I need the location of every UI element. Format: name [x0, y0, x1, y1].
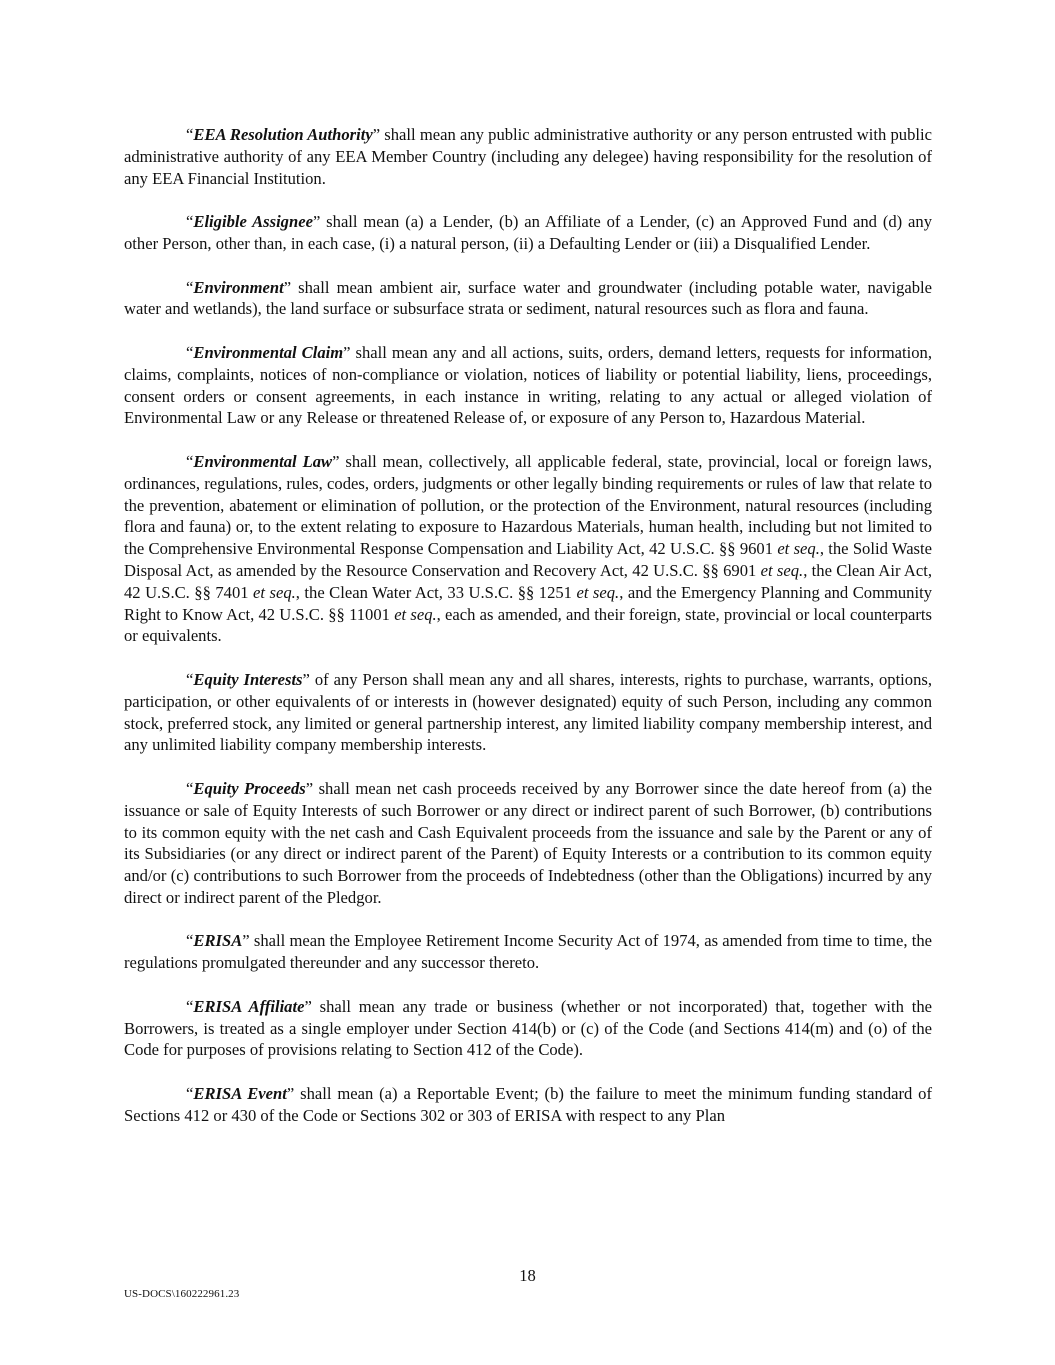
open-quote: “ — [186, 778, 194, 798]
definition-text: ” shall mean (a) a Lender, (b) an Affiliate of a Lender, (c) an Approved Fund and (d) any other Person, other than, in each case, (i) a natural person, (ii) a Defaulting Lender or (iii) a Disqualified Lender. — [124, 212, 932, 253]
definition-text: ” shall mean (a) a Reportable Event; (b) the failure to meet the minimum funding standard of Sections 412 or 430 of the Code or Sections 302 or 303 of ERISA with respect to any Plan — [124, 1084, 933, 1125]
et-seq: et seq. — [394, 604, 437, 624]
open-quote: “ — [186, 342, 194, 362]
et-seq: et seq. — [777, 539, 820, 559]
definition-text: ” shall mean ambient air, surface water and groundwater (including potable water, navigable water and wetlands), the land surface or subsurface strata or sediment, natural resources such as flora and fauna. — [124, 277, 932, 319]
definition-text: ” of any Person shall mean any and all shares, interests, rights to purchase, warrants, options, participation, or other equivalents of or interests in (however designated) equity of such Person, including any common stock, preferred stock, any limited or general partnership interest, any limited liability company membership interest, and any unlimited liability company membership interests. — [124, 669, 932, 755]
definition-text: , the Clean Water Act, 33 U.S.C. §§ 1251 — [295, 582, 577, 602]
definition-environmental-claim — [124, 342, 932, 429]
open-quote: “ — [186, 451, 194, 471]
open-quote: “ — [186, 931, 194, 951]
definition-text: , and the Emergency Planning and Community Right to Know Act, 42 U.S.C. §§ 11001 — [124, 582, 932, 624]
definition-erisa-affiliate — [124, 996, 932, 1061]
definition-erisa-event — [124, 1083, 932, 1127]
defined-term: Eligible Assignee — [193, 212, 313, 232]
defined-term: Environmental Law — [193, 451, 333, 471]
definition-text: ” shall mean, collectively, all applicable federal, state, provincial, local or foreign laws, ordinances, regulations, rules, codes, orders, judgments or other legally binding requirements or rules of law that relate to the prevention, abatement or elimination of pollution, or the protection of the Environment, natural resources (including flora and fauna) or, to the extent relating to exposure to Hazardous Materials, human health, including but not limited to the Comprehensive Environmental Response Compensation and Liability Act, 42 U.S.C. §§ 9601 — [124, 451, 932, 559]
definition-erisa — [124, 930, 932, 974]
definition-equity-proceeds — [124, 778, 932, 909]
definition-equity-interests — [124, 669, 932, 756]
open-quote: “ — [186, 277, 194, 297]
defined-term: Equity Proceeds — [193, 778, 306, 798]
et-seq: et seq. — [253, 582, 296, 602]
defined-term: ERISA — [193, 931, 243, 951]
definition-text: ” shall mean any and all actions, suits, orders, demand letters, requests for information, claims, complaints, notices of non-compliance or violation, notices of liability or potential liability, liens, proceedings, consent orders or consent agreements, in each instance in writing, relating to any actual or alleged violation of Environmental Law or any Release or threatened Release of, or exposure of any Person to, Hazardous Material. — [124, 342, 932, 428]
et-seq: et seq. — [760, 560, 804, 580]
defined-term: Environment — [193, 277, 284, 297]
defined-term: ERISA Event — [193, 1084, 287, 1104]
page-number: 18 — [519, 1266, 536, 1285]
definition-environment — [124, 277, 932, 321]
open-quote: “ — [186, 125, 194, 144]
definition-text: ” shall mean any public administrative authority or any person entrusted with public administrative authority of any EEA Member Country (including any delegee) having responsibility for the resolution of any EEA Financial Institution. — [124, 125, 932, 188]
definition-text: ” shall mean net cash proceeds received by any Borrower since the date hereof from (a) the issuance or sale of Equity Interests of such Borrower or any direct or indirect parent of such Borrower, (b) contributions to its common equity with the net cash and Cash Equivalent proceeds from the issuance and sale by the Parent or any of its Subsidiaries (or any direct or indirect parent of the Parent) of Equity Interests or a contribution to its common equity and/or (c) contributions to such Borrower from the proceeds of Indebtedness (other than the Obligations) incurred by any direct or indirect parent of the Pledgor. — [124, 778, 932, 907]
defined-term: Environmental Claim — [193, 342, 344, 362]
defined-term: Equity Interests — [193, 669, 303, 689]
definition-text: , the Solid Waste Disposal Act, as amended by the Resource Conservation and Recovery Act, 42 U.S.C. §§ 6901 — [124, 539, 932, 580]
definition-eea-resolution-authority — [124, 124, 932, 189]
definition-environmental-law — [124, 451, 932, 647]
definition-text: ” shall mean any trade or business (whether or not incorporated) that, together with the Borrowers, is treated as a single employer under Section 414(b) or (c) of the Code (and Sections 414(m) and (o) of the Code for purposes of provisions relating to Section 412 of the Code). — [124, 996, 933, 1060]
open-quote: “ — [186, 996, 194, 1016]
definition-text: ” shall mean the Employee Retirement Income Security Act of 1974, as amended from time to time, the regulations promulgated thereunder and any successor thereto. — [124, 931, 932, 973]
definition-text: , each as amended, and their foreign, state, provincial or local counterparts or equivalents. — [124, 604, 932, 646]
document-id: US-DOCS\160222961.23 — [124, 1288, 240, 1300]
open-quote: “ — [186, 212, 194, 232]
open-quote: “ — [186, 1084, 194, 1104]
definition-text: , the Clean Air Act, 42 U.S.C. §§ 7401 — [124, 560, 932, 602]
definition-eligible-assignee — [124, 211, 932, 255]
definitions-body — [124, 124, 932, 1148]
et-seq: et seq. — [576, 582, 620, 602]
open-quote: “ — [186, 669, 194, 689]
defined-term: ERISA Affiliate — [193, 996, 305, 1016]
defined-term: EEA Resolution Authority — [193, 125, 373, 144]
